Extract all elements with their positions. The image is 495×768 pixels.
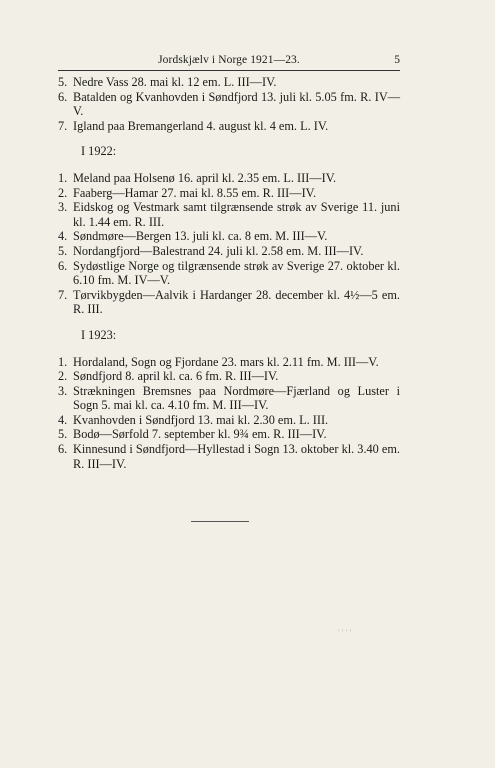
list-item (58, 75, 400, 90)
item-text: Sydøstlige Norge og tilgrænsende strøk av Sverige 27. oktober kl. 6.10 fm. M. IV—V. (73, 258, 400, 288)
heading-1923: I 1923: (81, 327, 117, 342)
page-number: 5 (394, 54, 400, 66)
list-item (58, 413, 400, 428)
list-item (58, 229, 400, 244)
item-number: 6. (58, 89, 68, 104)
item-number: 2. (58, 185, 68, 200)
item-number: 4. (58, 229, 68, 244)
earthquake-list (58, 75, 400, 471)
list-item (58, 355, 400, 370)
list-item (58, 171, 400, 186)
list-item (58, 90, 400, 119)
item-number: 1. (58, 170, 68, 185)
paper-speck: ' ' ' ' (338, 628, 352, 638)
item-text: Nedre Vass 28. mai kl. 12 em. L. III—IV. (73, 75, 277, 89)
list-item (58, 259, 400, 288)
header-rule (58, 70, 400, 71)
item-text: Meland paa Holsenø 16. april kl. 2.35 em. L. III—IV. (73, 170, 337, 185)
list-item (58, 244, 400, 259)
item-text: Faaberg—Hamar 27. mai kl. 8.55 em. R. III—IV. (73, 185, 317, 200)
item-text: Kvanhovden i Søndfjord 13. mai kl. 2.30 em. L. III. (73, 412, 329, 427)
list-1923 (58, 355, 400, 472)
item-number: 7. (58, 287, 68, 302)
header-title: Jordskjælv i Norge 1921—23. (158, 54, 300, 66)
item-text: Igland paa Bremangerland 4. august kl. 4 em. L. IV. (73, 118, 329, 133)
item-number: 3. (58, 383, 68, 398)
list-item (58, 384, 400, 413)
running-header (58, 54, 400, 70)
item-number: 5. (58, 243, 68, 258)
list-item (58, 427, 400, 442)
list-item (58, 119, 400, 134)
item-text: Søndfjord 8. april kl. ca. 6 fm. R. III—IV. (73, 369, 279, 384)
item-number: 7. (58, 118, 68, 133)
list-1922 (58, 171, 400, 317)
item-text: Batalden og Kvanhovden i Søndfjord 13. juli kl. 5.05 fm. R. IV—V. (73, 89, 400, 119)
item-text: Strækningen Bremsnes paa Nordmøre—Fjærland og Luster i Sogn 5. mai kl. ca. 4.10 fm. M. III—IV. (73, 383, 400, 413)
item-text: Nordangfjord—Balestrand 24. juli kl. 2.58 em. M. III—IV. (73, 243, 364, 258)
item-number: 5. (58, 427, 68, 442)
item-text: Bodø—Sørfold 7. september kl. 9¾ em. R. III—IV. (73, 427, 327, 442)
item-text: Hordaland, Sogn og Fjordane 23. mars kl. 2.11 fm. M. III—V. (73, 354, 379, 369)
item-number: 4. (58, 412, 68, 427)
item-text: Tørvikbygden—Aalvik i Hardanger 28. december kl. 4½—5 em. R. III. (73, 287, 400, 317)
item-number: 6. (58, 442, 68, 457)
heading-1922: I 1922: (81, 144, 117, 159)
list-item (58, 442, 400, 471)
list-item (58, 186, 400, 201)
list-item (58, 369, 400, 384)
item-text: Kinnesund i Søndfjord—Hyllestad i Sogn 13. oktober kl. 3.40 em. R. III—IV. (73, 442, 400, 471)
item-number: 6. (58, 258, 68, 273)
item-number: 5. (58, 75, 68, 89)
end-rule (191, 521, 249, 522)
item-text: Eidskog og Vestmark samt tilgrænsende strøk av Sverige 11. juni kl. 1.44 em. R. III. (73, 200, 400, 229)
list-item (58, 288, 400, 317)
item-number: 2. (58, 369, 68, 384)
item-number: 3. (58, 200, 68, 215)
list-item (58, 200, 400, 229)
item-number: 1. (58, 354, 68, 369)
item-text: Søndmøre—Bergen 13. juli kl. ca. 8 em. M. III—V. (73, 229, 328, 244)
list-1921 (58, 75, 400, 133)
